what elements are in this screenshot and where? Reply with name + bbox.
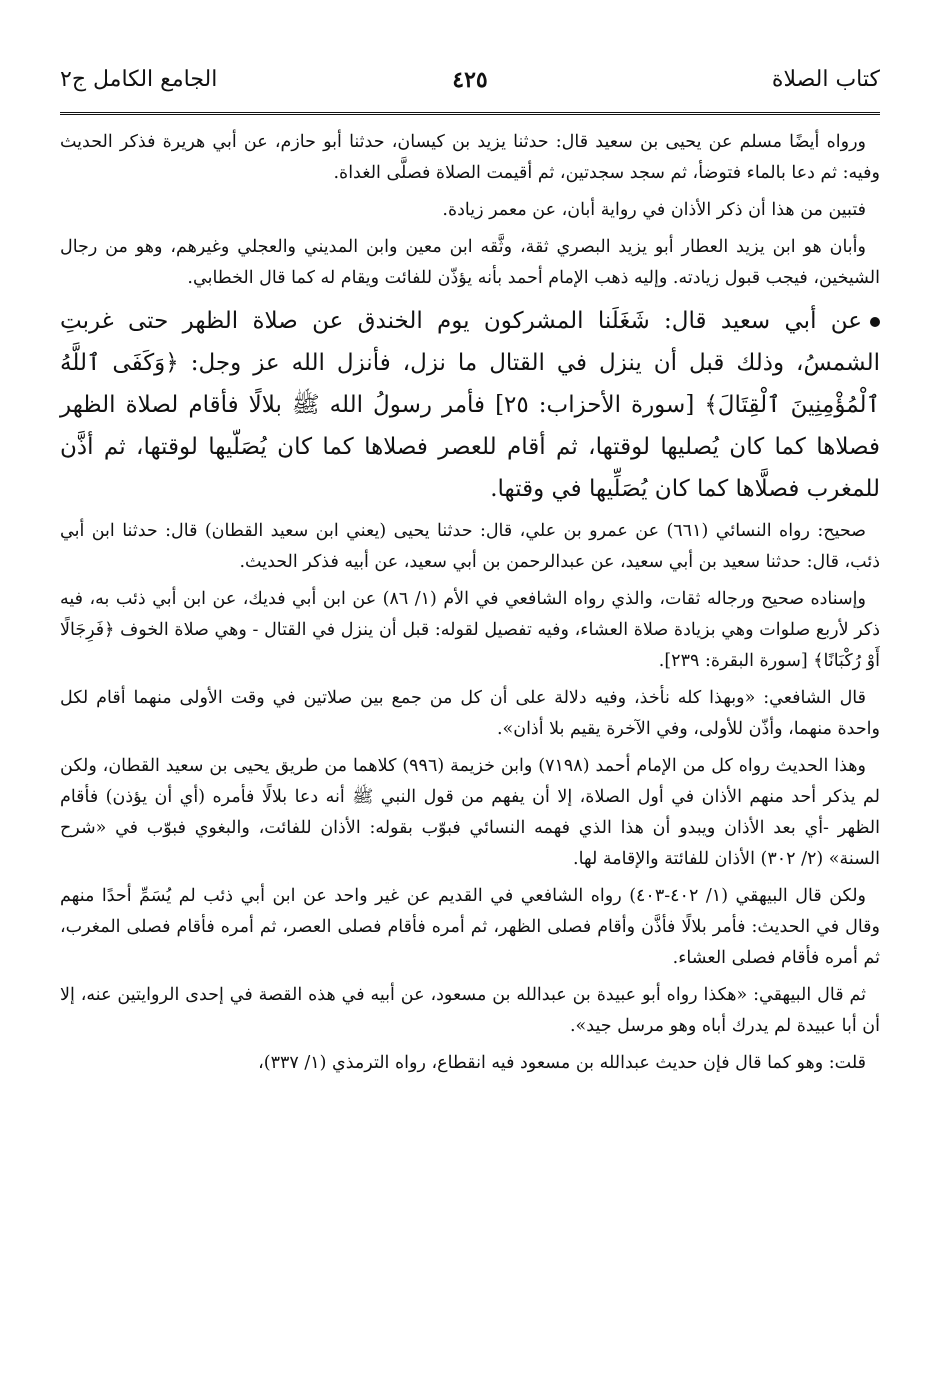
book-page: [60, 60, 880, 1085]
paragraph-1: ورواه أيضًا مسلم عن يحيى بن سعيد قال: حدثنا يزيد بن كيسان، حدثنا أبو حازم، عن أبي هريرة فذكر الحديث وفيه: ثم دعا بالماء فتوضأ، ثم سجد سجدتين، ثم أقيمت الصلاة فصلَّى الغداة.: [60, 132, 880, 183]
paragraph-5: وإسناده صحيح ورجاله ثقات، والذي رواه الشافعي في الأم (١/ ٨٦) عن ابن أبي فديك، عن ابن أبي ذئب به، فيه ذكر لأربع صلوات وهي بزيادة صلاة العشاء، وفيه تفصيل لقوله: قبل أن ينزل في القتال - وهي صلاة الخوف ﴿فَرِجَالًا أَوْ رُكْبَانًا﴾ [سورة البقرة: ٢٣٩].: [60, 589, 880, 671]
chapter-title: كتاب الصلاة: [771, 67, 880, 92]
paragraph-10: قلت: وهو كما قال فإن حديث عبدالله بن مسعود فيه انقطاع، رواه الترمذي (١/ ٣٣٧)،: [258, 1053, 866, 1073]
paragraph-8: ولكن قال البيهقي (١/ ٤٠٢-٤٠٣) رواه الشافعي في القديم عن غير واحد عن ابن أبي ذئب لم يُسَمِّ أحدًا منهم وقال في الحديث: فأمر بلالًا فأذَّن وأقام فصلى الظهر، ثم أمره فأقام فصلى العصر، ثم أمره فأقام فصلى المغرب، ثم أمره فأقام فصلى العشاء.: [60, 886, 880, 968]
paragraph-2: فتبين من هذا أن ذكر الأذان في رواية أبان، عن معمر زيادة.: [442, 200, 866, 220]
paragraph-9: ثم قال البيهقي: «هكذا رواه أبو عبيدة بن عبدالله بن مسعود، عن أبيه في هذه القصة في إحدى الروايتين عنه، إلا أن أبا عبيدة لم يدرك أباه وهو مرسل جيد».: [60, 985, 880, 1036]
book-title: الجامع الكامل ج٢: [60, 67, 218, 92]
paragraph-7: وهذا الحديث رواه كل من الإمام أحمد (٧١٩٨) وابن خزيمة (٩٩٦) كلاهما من طريق يحيى بن سعيد القطان، ولكن لم يذكر أحد منهم الأذان في أول الصلاة، إلا أن يفهم من قول النبي ﷺ أنه دعا بلالًا فأمره (أي أن يؤذن) فأقام الظهر -أي بعد الأذان ويبدو أن هذا الذي فهمه النسائي فبوّب بقوله: الأذان للفائت، والبغوي فبوّب في «شرح السنة» (٢/ ٣٠٢) الأذان للفائتة والإقامة لها.: [60, 756, 880, 869]
hadith-block: [60, 300, 880, 510]
paragraph-6: قال الشافعي: «وبهذا كله نأخذ، وفيه دلالة على أن كل من جمع بين صلاتين في وقت الأولى منهما أقام لكل واحدة منهما، وأذّن للأولى، وفي الآخرة يقيم بلا أذان».: [60, 688, 880, 739]
hadith-text: عن أبي سعيد قال: شَغَلَنا المشركون يوم الخندق عن صلاة الظهر حتى غربتِ الشمسُ، وذلك قبل أن ينزل في القتال ما نزل، فأنزل الله عز وجل: ﴿وَكَفَى ٱللَّهُ ٱلْمُؤْمِنِينَ ٱلْقِتَالَ﴾ [سورة الأحزاب: ٢٥] فأمر رسولُ الله ﷺ بلالًا فأقام لصلاة الظهر فصلاها كما كان يُصليها لوقتها، ثم أقام للعصر فصلاها كما كان يُصَلّيها لوقتها، ثم أذَّن للمغرب فصلَّاها كما كان يُصَلِّيها في وقتها.: [60, 308, 880, 502]
paragraph-3: وأبان هو ابن يزيد العطار أبو يزيد البصري ثقة، وثَّقه ابن معين وابن المديني والعجلي وغيرهم، وهو من رجال الشيخين، فيجب قبول زيادته. وإليه ذهب الإمام أحمد بأنه يؤذّن للفائت ويقام له كما قال الخطابي.: [60, 237, 880, 288]
paragraph-4: صحيح: رواه النسائي (٦٦١) عن عمرو بن علي، قال: حدثنا يحيى (يعني ابن سعيد القطان) قال: حدثنا ابن أبي ذئب، قال: حدثنا سعيد بن أبي سعيد، عن عبدالرحمن بن أبي سعيد، عن أبيه فذكر الحديث.: [60, 521, 880, 572]
running-head: [60, 60, 880, 100]
bullet-icon: [870, 317, 880, 327]
page-number: ٤٢٥: [452, 67, 488, 93]
header-rule: [60, 112, 880, 117]
